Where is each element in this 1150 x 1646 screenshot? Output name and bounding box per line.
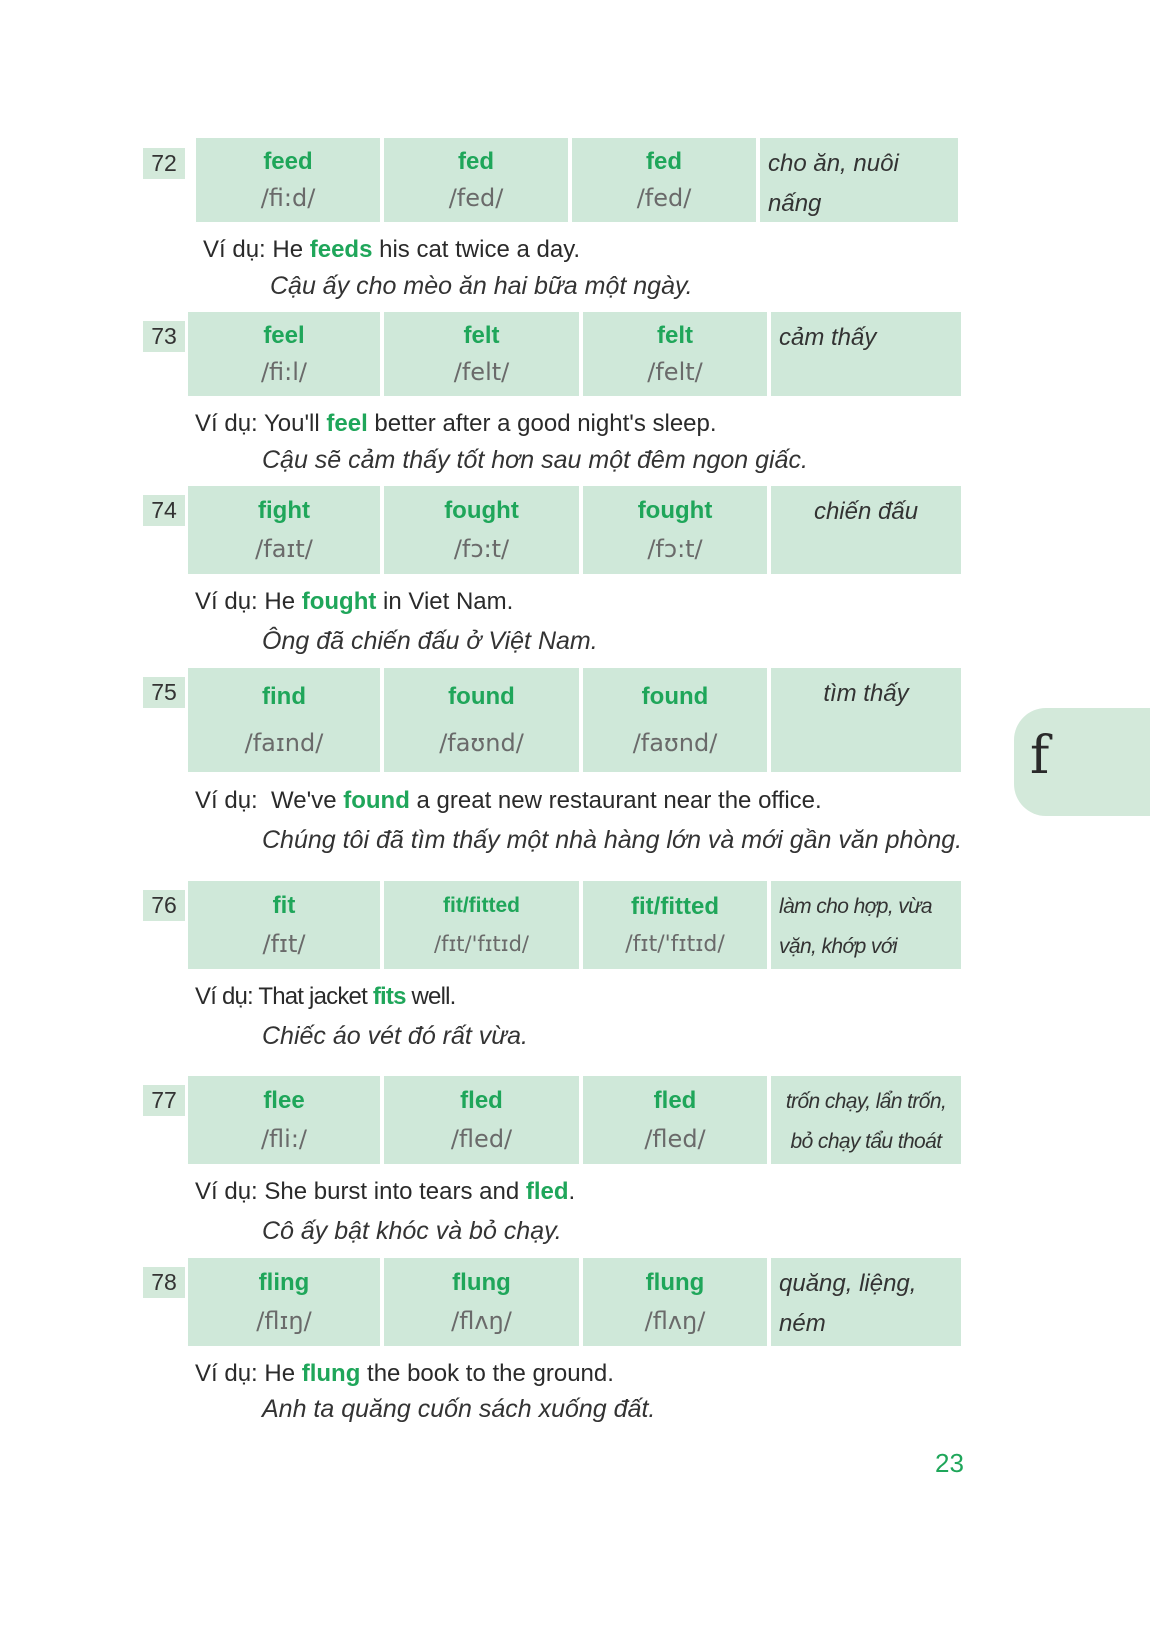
- example-label: Ví dụ:: [195, 787, 272, 814]
- pp-ipa: /fed/: [636, 184, 692, 212]
- verb-row: [188, 881, 961, 969]
- pp-ipa: /faʊnd/: [632, 729, 718, 757]
- example-text: We've: [271, 787, 344, 814]
- example-label: Ví dụ:: [195, 983, 259, 1010]
- example-highlight: feel: [326, 410, 368, 437]
- past-ipa: /fled/: [450, 1125, 513, 1153]
- base-ipa: /flɪŋ/: [256, 1307, 312, 1335]
- base-form: fit: [272, 892, 296, 919]
- past-ipa: /faʊnd/: [439, 729, 524, 757]
- past-form-cell: [384, 486, 579, 574]
- meaning: tìm thấy: [823, 680, 909, 707]
- pp-ipa: /fled/: [644, 1125, 706, 1153]
- verb-row: [188, 486, 961, 574]
- example-highlight: fought: [301, 588, 377, 615]
- meaning-cell: [760, 138, 958, 222]
- base-ipa: /faɪnd/: [244, 729, 324, 757]
- meaning: trốn chạy, lẩn trốn, bỏ chạy tẩu thoát: [785, 1090, 947, 1153]
- base-ipa: /faɪt/: [255, 535, 313, 563]
- example-translation: Cậu ấy cho mèo ăn hai bữa một ngày.: [270, 272, 693, 300]
- past-ipa: /fed/: [448, 184, 504, 212]
- example-text: He: [264, 588, 302, 615]
- example-highlight: fits: [372, 983, 406, 1010]
- past-form: felt: [463, 322, 500, 349]
- example-sentence: [195, 1360, 614, 1388]
- base-form-cell: [188, 1258, 380, 1346]
- meaning-cell: [771, 668, 961, 772]
- example-label: Ví dụ:: [195, 1360, 265, 1387]
- example-sentence: [203, 236, 580, 264]
- letter-index: f: [1030, 726, 1050, 786]
- example-text: his cat twice a day.: [372, 236, 581, 263]
- past-form-cell: [384, 138, 568, 222]
- example-text: better after a good night's sleep.: [367, 410, 717, 437]
- example-translation: Cậu sẽ cảm thấy tốt hơn sau một đêm ngon giấc.: [262, 446, 808, 474]
- base-ipa: /fli:/: [260, 1125, 308, 1153]
- meaning-cell: [771, 1076, 961, 1164]
- pp-ipa: /fɔ:t/: [647, 535, 703, 563]
- past-form: flung: [452, 1269, 511, 1296]
- past-form: fit/fitted: [443, 894, 520, 917]
- base-form: fling: [258, 1269, 310, 1296]
- example-text: the book to the ground.: [360, 1360, 614, 1387]
- base-form: find: [262, 683, 306, 710]
- example-translation: Cô ấy bật khóc và bỏ chạy.: [262, 1217, 562, 1245]
- example-highlight: found: [343, 787, 410, 814]
- past-form-cell: [384, 312, 579, 396]
- base-form: feed: [263, 148, 313, 175]
- meaning: quăng, liệng, ném: [779, 1270, 917, 1337]
- base-ipa: /fi:d/: [260, 184, 316, 212]
- past-form: fought: [444, 497, 519, 524]
- past-participle-cell: [583, 881, 767, 969]
- past-participle-cell: [583, 312, 767, 396]
- example-text: She burst into tears and: [264, 1178, 526, 1205]
- past-participle: found: [641, 683, 709, 710]
- pp-ipa: /felt/: [647, 358, 703, 386]
- meaning-cell: [771, 1258, 961, 1346]
- past-participle: flung: [645, 1269, 705, 1296]
- example-translation: Chiếc áo vét đó rất vừa.: [262, 1022, 528, 1050]
- example-text: He: [264, 1360, 302, 1387]
- entry-number: 77: [143, 1085, 185, 1116]
- past-participle-cell: [583, 1258, 767, 1346]
- base-form-cell: [196, 138, 380, 222]
- example-highlight: flung: [301, 1360, 361, 1387]
- verb-row: [188, 1258, 961, 1346]
- meaning: làm cho hợp, vừa vặn, khớp với: [779, 895, 932, 958]
- past-participle: felt: [657, 322, 693, 349]
- meaning: cảm thấy: [779, 324, 877, 351]
- example-text: You'll: [263, 410, 327, 437]
- past-form: fled: [460, 1087, 503, 1114]
- meaning-cell: [771, 312, 961, 396]
- example-text: .: [568, 1178, 576, 1205]
- example-text: a great new restaurant near the office.: [409, 787, 822, 814]
- verb-row: [188, 1076, 961, 1164]
- example-label: Ví dụ:: [195, 1178, 265, 1205]
- past-participle: fit/fitted: [631, 892, 719, 920]
- example-sentence: [195, 1178, 575, 1206]
- example-sentence: [195, 588, 513, 616]
- verb-row: [196, 138, 958, 222]
- base-form: fight: [258, 497, 310, 524]
- meaning-cell: [771, 486, 961, 574]
- example-sentence: [195, 410, 717, 438]
- past-form-cell: [384, 668, 579, 772]
- example-highlight: feeds: [309, 236, 373, 263]
- past-form-cell: [384, 881, 579, 969]
- past-participle-cell: [583, 668, 767, 772]
- page-number: 23: [935, 1448, 964, 1478]
- letter-index-tab: [1014, 708, 1150, 816]
- base-form-cell: [188, 668, 380, 772]
- pp-ipa: /fɪt/'fɪtɪd/: [625, 932, 725, 958]
- example-translation: Ông đã chiến đấu ở Việt Nam.: [262, 627, 598, 655]
- base-form: flee: [263, 1087, 305, 1114]
- base-ipa: /fi:l/: [260, 358, 308, 386]
- past-ipa: /flʌŋ/: [451, 1307, 512, 1335]
- meaning: chiến đấu: [813, 498, 919, 525]
- past-form-cell: [384, 1258, 579, 1346]
- past-form: fed: [458, 148, 494, 175]
- meaning: cho ăn, nuôi nấng: [768, 150, 899, 217]
- entry-number: 72: [143, 148, 185, 179]
- verb-row: [188, 312, 961, 396]
- example-label: Ví dụ:: [195, 410, 264, 437]
- entry-number: 74: [143, 495, 185, 526]
- entry-number: 75: [143, 677, 185, 708]
- example-label: Ví dụ:: [195, 588, 265, 615]
- example-translation: Anh ta quăng cuốn sách xuống đất.: [262, 1395, 656, 1423]
- past-participle-cell: [583, 486, 767, 574]
- base-form-cell: [188, 1076, 380, 1164]
- past-ipa: /fɔ:t/: [453, 535, 510, 563]
- base-ipa: /fɪt/: [262, 930, 306, 958]
- entry-number: 78: [143, 1267, 185, 1298]
- entry-number: 76: [143, 890, 185, 921]
- past-form: found: [448, 683, 515, 710]
- example-translation: Chúng tôi đã tìm thấy một nhà hàng lớn và mới gần văn phòng.: [262, 826, 963, 854]
- past-ipa: /felt/: [453, 358, 510, 386]
- past-participle: fought: [637, 497, 713, 524]
- example-sentence: [195, 787, 822, 815]
- example-label: Ví dụ:: [203, 236, 273, 263]
- meaning-cell: [771, 881, 961, 969]
- base-form-cell: [188, 312, 380, 396]
- example-text: well.: [405, 983, 456, 1010]
- past-participle-cell: [583, 1076, 767, 1164]
- verb-row: [188, 668, 961, 772]
- past-participle-cell: [572, 138, 756, 222]
- base-form-cell: [188, 486, 380, 574]
- past-ipa: /fɪt/'fɪtɪd/: [434, 932, 529, 956]
- example-highlight: fled: [525, 1178, 569, 1205]
- entry-number: 73: [143, 321, 185, 352]
- past-participle: fed: [646, 148, 682, 175]
- example-sentence: [195, 983, 456, 1011]
- past-participle: fled: [653, 1087, 697, 1114]
- base-form-cell: [188, 881, 380, 969]
- example-text: That jacket: [258, 983, 373, 1010]
- example-text: He: [272, 236, 310, 263]
- past-form-cell: [384, 1076, 579, 1164]
- pp-ipa: /flʌŋ/: [644, 1307, 706, 1335]
- example-text: in Viet Nam.: [376, 588, 514, 615]
- base-form: feel: [263, 322, 305, 349]
